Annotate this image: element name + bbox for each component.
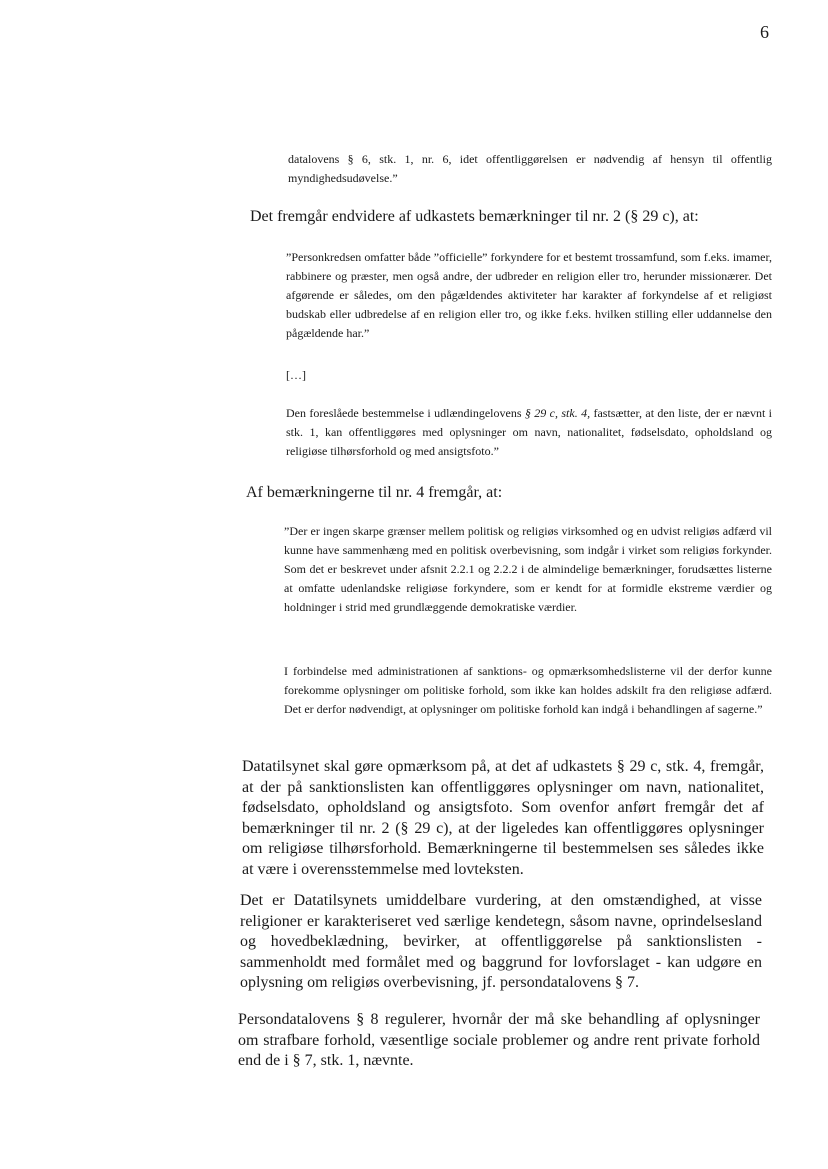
body-paragraph-1: Datatilsynet skal gøre opmærksom på, at det af udkastets § 29 c, stk. 4, fremgår, at der på sanktionslisten kan offentliggøres oplysninger om navn, nationalitet, fødselsdato, opholdsland og ansigtsfoto. Som ovenfor anført fremgår det af bemærkninger til nr. 2 (§ 29 c), at der ligeledes kan offentliggøres oplysninger om religiøse tilhørsforhold. Bemærkningerne til bestemmelsen ses således ikke at være i overensstemmelse med lovteksten. [242,758,764,878]
quote-nr2-text-b: fastsætter, at den liste, der er nævnt i stk. 1, kan offentliggøres med oplysninger om navn, nationalitet, fødselsdato, opholdsland og religiøse tilhørsforhold og med ansigtsfoto.” [286,406,773,458]
body-paragraph-3: Persondatalovens § 8 regulerer, hvornår der må ske behandling af oplysninger om strafbare forhold, væsentlige sociale problemer og andre rent private forhold end de i § 7, stk. 1, nævnte. [238,1011,760,1069]
quote-continuation: datalovens § 6, stk. 1, nr. 6, idet offentliggørelsen er nødvendig af hensyn til offentlig myndighedsudøvelse.” [288,152,772,185]
quote-ellipsis: […] [286,368,306,382]
intro-paragraph-nr4: Af bemærkningerne til nr. 4 fremgår, at: [246,484,503,501]
quote-nr2-paragraph-1: ”Personkredsen omfatter både ”officielle” forkyndere for et bestemt trossamfund, som f.eks. imamer, rabbinere og præster, men også andre, der udbreder en religion eller tro, herunder missionærer. Det afgørende er således, om den pågældendes aktiviteter har karakter af forkyndelse af et religiøst budskab eller udbredelse af en religion eller tro, og ikke f.eks. hvilken stilling eller uddannelse den pågældende har.” [286,250,772,340]
page-number: 6 [760,22,769,42]
intro-paragraph-nr2: Det fremgår endvidere af udkastets bemærkninger til nr. 2 (§ 29 c), at: [250,208,699,225]
quote-nr2-text-a: Den foreslåede bestemmelse i udlændingelovens [286,406,525,420]
quote-nr2-law-reference: § 29 c, stk. 4, [524,406,591,420]
quote-nr4-paragraph-2: I forbindelse med administrationen af sanktions- og opmærksomhedslisterne vil der derfor kunne forekomme oplysninger om politiske forhold, som ikke kan holdes adskilt fra den religiøse adfærd. Det er derfor nødvendigt, at oplysninger om politiske forhold kan indgå i behandlingen af sagerne.” [284,664,772,716]
quote-nr4-paragraph-1: ”Der er ingen skarpe grænser mellem politisk og religiøs virksomhed og en udvist religiøs adfærd vil kunne have sammenhæng med en politisk overbevisning, som indgår i virket som religiøs forkynder. Som det er beskrevet under afsnit 2.2.1 og 2.2.2 i de almindelige bemærkninger, forudsættes listerne at omfatte udenlandske religiøse forkyndere, som er kendt for at formidle ekstreme værdier og holdninger i strid med grundlæggende demokratiske værdier. [284,524,772,614]
body-paragraph-2: Det er Datatilsynets umiddelbare vurdering, at den omstændighed, at visse religioner er karakteriseret ved særlige kendetegn, såsom navne, oprindelsesland og hovedbeklædning, bevirker, at offentliggørelse på sanktionslisten - sammenholdt med formålet med og baggrund for lovforslaget - kan udgøre en oplysning om religiøs overbevisning, jf. persondatalovens § 7. [240,892,762,991]
quote-nr2-paragraph-2 [286,404,772,461]
